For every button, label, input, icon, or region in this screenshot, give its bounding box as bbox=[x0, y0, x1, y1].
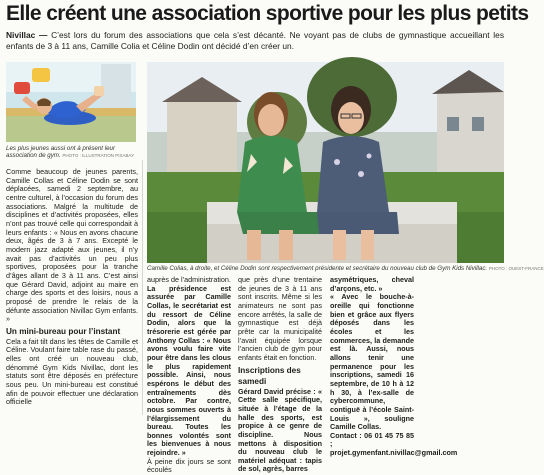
main-photo-caption bbox=[147, 265, 544, 272]
lead-location: Nivillac — bbox=[6, 30, 48, 40]
gymnastics-child-photo bbox=[6, 62, 136, 142]
column-divider bbox=[142, 160, 143, 415]
column-4 bbox=[330, 275, 458, 458]
subheading-inscriptions: Inscriptions des samedi bbox=[238, 365, 301, 386]
column-2-paragraph-2: La présidence est assurée par Camille Collas, le secrétariat est du ressort de Céline Dodin, alors que la trésorerie est gérée par Anthony Collas : « Nous avons voulu faire vite pour être dans les clous le plus rapidement possible. Ainsi, nous espérons le début des entraînements dès octobre. Par contre, nous sommes ouverts à l’élargissement du bureau. Toutes les bonnes volontés sont les bienvenues à nous rejoindre. » bbox=[147, 283, 231, 458]
column-1 bbox=[6, 168, 138, 407]
subheading-mini-bureau: Un mini-bureau pour l’instant bbox=[6, 326, 121, 336]
small-caption-credit: PHOTO : ILLUSTRATION PIXABAY bbox=[62, 153, 135, 159]
main-caption-credit: PHOTO : OUEST-FRANCE bbox=[488, 266, 544, 271]
column-3-paragraph-2: Gérard David précise : « Cette salle spécifique, située à l’étage de la halle des sports, est propice à ce genre de discipline. Nous mettons à disposition du nouveau club le matériel adéquat : tapis de sol, agrès, barres bbox=[238, 386, 322, 474]
lead-paragraph bbox=[6, 30, 504, 52]
column-2 bbox=[147, 276, 231, 475]
column-2-paragraph-3: À peine dix jours se sont écoulés bbox=[147, 456, 231, 475]
founders-photo bbox=[147, 62, 504, 263]
lead-text: C’est lors du forum des associations que cela s’est décanté. Ne voyant pas de clubs de gymnastique accueillant les enfants de 3 à 11 ans, Camille Colia et Céline Dodin ont décidé d’en créer un. bbox=[6, 30, 505, 51]
column-1-paragraph-2: Cela a fait tilt dans les têtes de Camille et Céline. Voulant faire table rase du passé, elles ont créé un nouveau club, dénommé Gym Kids Nivillac, dont les statuts sont être déposés en préfecture sous peu. Un mini-bureau est constitué afin de pouvoir effectuer une déclaration officielle bbox=[6, 336, 138, 407]
column-1-paragraph-1: Comme beaucoup de jeunes parents, Camille Collas et Céline Dodin se sont déplacées, samedi 2 septembre, au centre culturel, à l’occasion du forum des associations. Malgré la multitude de disciplines et d’activités proposées, elles n’ont pas trouvé celle qui correspondait à leurs enfants : « Nous en avons chacune deux, âgés de 3 à 7 ans. Excepté le modern jazz adapté aux jeunes, il n’y avait pas d’activités un peu plus sportives, proposées pour la tranche d’âges allant de 3 à 11 ans. C’est ainsi que Gérard David, adjoint au maire en charge des sports et des loisirs, nous a proposé de prendre le relais de la défunte association Nivillac Gym enfants. » bbox=[6, 167, 138, 324]
headline: Elle créent une association sportive pour les plus petits bbox=[6, 2, 529, 25]
column-3-paragraph-1: que près d’une trentaine de jeunes de 3 à 11 ans sont inscrits. Même si les animateurs ne sont pas encore arrêtés, la salle de gymnastique est déjà prête car la municipalité l’avait équipée lorsque l’ancien club de gym pour enfants était en fonction. bbox=[238, 275, 322, 362]
main-caption-text: Camille Colias, à droite, et Céline Dodin sont respectivement présidente et secrétaire du nouveau club de Gym Kids Nivillac. bbox=[147, 265, 488, 272]
column-3 bbox=[238, 276, 322, 474]
small-photo-caption bbox=[6, 145, 138, 160]
column-2-paragraph-1: auprès de l’administration. bbox=[147, 275, 231, 284]
column-4-paragraph-2: « Avec le bouche-à-oreille qui fonctionne bien et grâce aux flyers déposés dans les écoles et les commerces, la demande est là. Aussi, nous allons tenir une permanence pour les inscriptions, samedi 16 septembre, de 10 h à 12 h 30, à l’ex-salle de cybercommune, contiguë à l’école Saint-Louis », souligne Camille Collas. bbox=[330, 292, 414, 432]
small-caption-text: Les plus jeunes aussi ont à présent leur association de gym. bbox=[6, 145, 116, 160]
column-4-paragraph-1: asymétriques, cheval d’arçons, etc. » bbox=[330, 275, 414, 293]
column-4-contact: Contact : 06 01 45 75 85 ; projet.gymenfant.nivillac@gmail.com bbox=[330, 430, 458, 458]
